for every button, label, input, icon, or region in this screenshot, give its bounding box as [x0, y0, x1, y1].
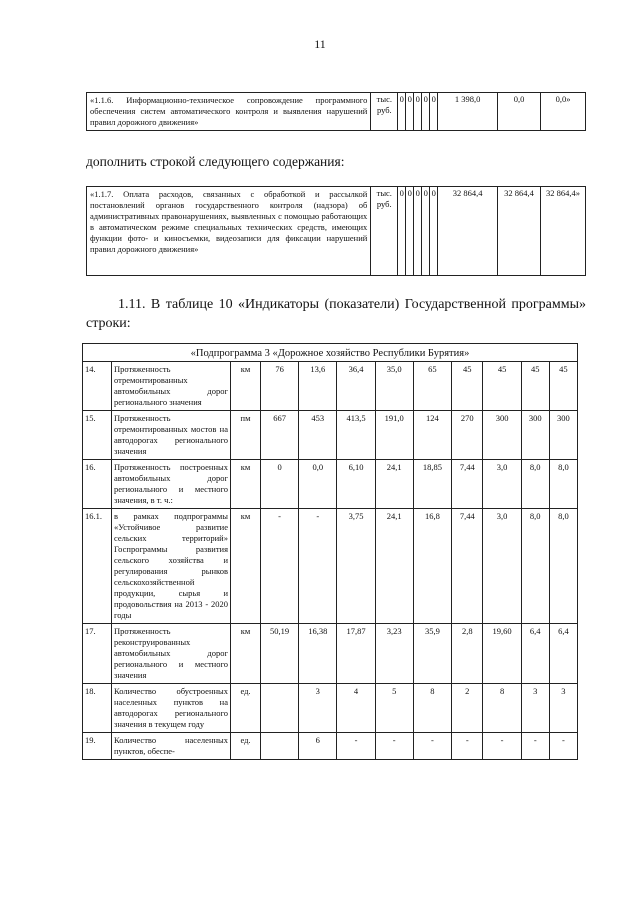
indicator-value: 65	[413, 362, 451, 411]
intro-text: дополнить строкой следующего содержания:	[86, 154, 345, 169]
value-cell: 32 864,4	[438, 187, 498, 276]
indicator-unit: км	[231, 362, 261, 411]
indicator-unit: ед.	[231, 684, 261, 733]
indicator-unit: км	[231, 624, 261, 684]
table-row	[83, 684, 578, 733]
indicator-name: Протяженность отремонтированных мостов на автодорогах регионального значения	[112, 411, 231, 460]
indicator-value: 270	[452, 411, 483, 460]
indicator-value: 45	[549, 362, 577, 411]
subprogram-header: «Подпрограмма 3 «Дорожное хозяйство Республики Бурятия»	[83, 344, 578, 362]
value-cell: 32 864,4»	[540, 187, 585, 276]
section-paragraph: 1.11. В таблице 10 «Индикаторы (показатели) Государственной программы» строки:	[86, 297, 586, 331]
indicator-name: Протяженность реконструированных автомобильных дорог регионального и местного значения	[112, 624, 231, 684]
zero-cell: 0	[430, 187, 438, 276]
zero-cell: 0	[422, 93, 430, 131]
indicator-value: 191,0	[375, 411, 413, 460]
zero-cell: 0	[430, 93, 438, 131]
indicator-unit: км	[231, 509, 261, 624]
indicator-value: 45	[483, 362, 521, 411]
indicator-value: 36,4	[337, 362, 375, 411]
row-number: 15.	[83, 411, 112, 460]
page-number: 11	[314, 37, 326, 51]
row-number: 16.	[83, 460, 112, 509]
indicator-value: 300	[549, 411, 577, 460]
indicator-value: -	[549, 733, 577, 760]
zero-cell: 0	[414, 93, 422, 131]
indicator-value: 3,0	[483, 460, 521, 509]
indicator-value: 8,0	[521, 460, 549, 509]
indicator-value: 0	[261, 460, 299, 509]
indicator-value: 18,85	[413, 460, 451, 509]
indicator-value: 124	[413, 411, 451, 460]
indicator-value: 16,8	[413, 509, 451, 624]
table-row	[83, 624, 578, 684]
indicator-value: 6,10	[337, 460, 375, 509]
value-cell: 0,0»	[541, 93, 586, 131]
row-number: 17.	[83, 624, 112, 684]
indicator-value: 6,4	[521, 624, 549, 684]
value-cell: 1 398,0	[438, 93, 498, 131]
value-cell: 0,0	[498, 93, 541, 131]
indicator-value: -	[299, 509, 337, 624]
indicator-name: Протяженность построенных автомобильных дорог регионального и местного значения, в т. ч.:	[112, 460, 231, 509]
indicator-value: -	[521, 733, 549, 760]
indicator-value: -	[261, 509, 299, 624]
indicator-name: Количество населенных пунктов, обеспе-	[112, 733, 231, 760]
indicator-value: 6,4	[549, 624, 577, 684]
indicator-name: Протяженность отремонтированных автомобильных дорог регионального значения	[112, 362, 231, 411]
budget-table-row-1-1-6	[86, 92, 586, 131]
row-unit: тыс. руб.	[371, 93, 398, 131]
zero-cell: 0	[422, 187, 430, 276]
indicator-unit: км	[231, 460, 261, 509]
indicator-value: 7,44	[452, 460, 483, 509]
indicator-name: в рамках подпрограммы «Устойчивое развитие сельских территорий» Госпрограммы развития сельского хозяйства и регулирования рынков сельскохозяйственной продукции, сырья и продовольствия на 2013 - 2020 годы	[112, 509, 231, 624]
indicator-value: 8	[413, 684, 451, 733]
indicator-value: 3	[299, 684, 337, 733]
table-row	[87, 93, 586, 131]
indicator-value: 300	[521, 411, 549, 460]
indicator-value: 50,19	[261, 624, 299, 684]
table-row	[83, 362, 578, 411]
indicator-value: 8,0	[521, 509, 549, 624]
table-row	[83, 509, 578, 624]
row-number: 18.	[83, 684, 112, 733]
budget-table-row-1-1-7	[86, 186, 586, 276]
indicator-value: -	[413, 733, 451, 760]
table-row	[83, 733, 578, 760]
indicator-value: 45	[521, 362, 549, 411]
zero-cell: 0	[406, 93, 414, 131]
zero-cell: 0	[398, 93, 406, 131]
indicator-value: 16,38	[299, 624, 337, 684]
indicator-value: 19,60	[483, 624, 521, 684]
zero-cell: 0	[398, 187, 406, 276]
table-row	[83, 411, 578, 460]
indicator-value: 3,23	[375, 624, 413, 684]
indicator-value: 3	[549, 684, 577, 733]
indicator-value: 45	[452, 362, 483, 411]
row-unit: тыс. руб.	[371, 187, 398, 276]
indicator-value: 3,0	[483, 509, 521, 624]
indicator-value: 13,6	[299, 362, 337, 411]
indicator-value: 76	[261, 362, 299, 411]
zero-cell: 0	[406, 187, 414, 276]
row-number: 14.	[83, 362, 112, 411]
indicator-value: 24,1	[375, 509, 413, 624]
indicator-value: 667	[261, 411, 299, 460]
indicator-value: 8,0	[549, 460, 577, 509]
indicator-unit: ед.	[231, 733, 261, 760]
indicator-value: 8	[483, 684, 521, 733]
indicator-value: 0,0	[299, 460, 337, 509]
indicator-value: -	[483, 733, 521, 760]
indicators-table	[82, 343, 578, 760]
table-header-row	[83, 344, 578, 362]
indicator-value	[261, 684, 299, 733]
row-number: 16.1.	[83, 509, 112, 624]
indicator-value: 17,87	[337, 624, 375, 684]
row-description: «1.1.7. Оплата расходов, связанных с обработкой и рассылкой постановлений органов государственного контроля (надзора) об административных правонарушениях, выявленных с помощью работающих в автоматическом режиме специальных технических средств, имеющих функции фото- и киносъемки, видеозаписи для фиксации нарушений правил дорожного движения»	[87, 187, 371, 276]
value-cell: 32 864,4	[498, 187, 541, 276]
indicator-value: 8,0	[549, 509, 577, 624]
indicator-value: 2,8	[452, 624, 483, 684]
indicator-value: 3,75	[337, 509, 375, 624]
indicator-value: 7,44	[452, 509, 483, 624]
zero-cell: 0	[414, 187, 422, 276]
indicator-value: 5	[375, 684, 413, 733]
indicator-value	[261, 733, 299, 760]
table-row	[83, 460, 578, 509]
row-number: 19.	[83, 733, 112, 760]
indicator-value: 453	[299, 411, 337, 460]
table-row	[87, 187, 586, 276]
indicator-name: Количество обустроенных населенных пунктов на автодорогах регионального значения в текущем году	[112, 684, 231, 733]
indicator-value: 2	[452, 684, 483, 733]
indicators-body	[83, 362, 578, 760]
indicator-unit: пм	[231, 411, 261, 460]
indicator-value: 300	[483, 411, 521, 460]
indicator-value: 413,5	[337, 411, 375, 460]
indicator-value: -	[337, 733, 375, 760]
row-description: «1.1.6. Информационно-техническое сопровождение программного обеспечения систем автоматического контроля и выявления нарушений правил дорожного движения»	[87, 93, 371, 131]
indicator-value: 3	[521, 684, 549, 733]
indicator-value: -	[452, 733, 483, 760]
indicator-value: 6	[299, 733, 337, 760]
indicator-value: 35,9	[413, 624, 451, 684]
indicator-value: 24,1	[375, 460, 413, 509]
indicator-value: 4	[337, 684, 375, 733]
indicator-value: 35,0	[375, 362, 413, 411]
indicator-value: -	[375, 733, 413, 760]
